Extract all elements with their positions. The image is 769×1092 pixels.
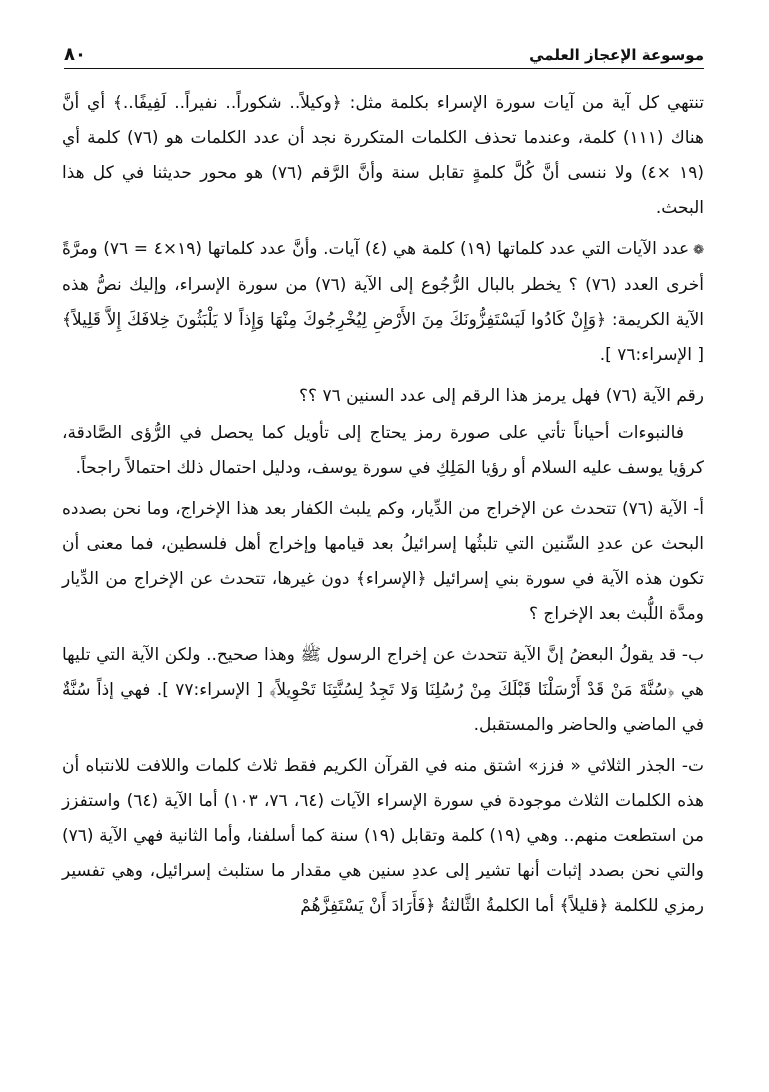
paragraph-question: رقم الآية (٧٦) فهل يرمز هذا الرقم إلى عدد السنين ٧٦ ؟؟ <box>299 386 704 406</box>
paragraph-point-b: ب- قد يقولُ البعضُ إنَّ الآية تتحدث عن إخراج الرسول ﷺ وهذا صحيح.. ولكن الآية التي تليها هي ﴿سُنَّةَ مَنْ قَدْ أَرْسَلْنَا قَبْلَكَ مِنْ رُسُلِنَا وَلا تَجِدُ لِسُنَّتِنَا تَحْوِيلاً﴾ [ الإسراء:٧٧ ]. فهي إذاً سُنَّةٌ في الماضي والحاضر والمستقبل. <box>62 645 705 735</box>
page-number: ٨٠ <box>64 44 86 65</box>
paragraph-point-a: أ- الآية (٧٦) تتحدث عن الإخراج من الدِّيار، وكم يلبث الكفار بعد هذا الإخراج، وما نحن بصدده البحث عن عددِ السِّنين التي تلبثُها إسرائيلُ بعد قيامها وإخراج أهل فلسطين، فما معنى أن تكون هذه الآية في سورة بني إسرائيل ﴿الإسراء﴾ دون غيرها، تتحدث عن الإخراج من الدِّيار ومدَّة اللُّبث بعد الإخراج ؟ <box>62 499 704 624</box>
header-rule <box>64 68 704 69</box>
diamond-bullet-icon: ❁ <box>693 243 705 258</box>
page-body <box>62 86 704 930</box>
paragraph-verse-count-text: عدد الآيات التي عدد كلماتها (١٩) كلمة هي (٤) آيات. وأنَّ عدد كلماتها (١٩×٤ = ٧٦) ومرَّةً أخرى العدد (٧٦) ؟ يخطر بالبال الرُّجُوع إلى الآية (٧٦) من سورة الإسراء، وإليك نصُّ هذه الآية الكريمة: ﴿وَإِنْ كَادُوا لَيَسْتَفِزُّونَكَ مِنَ الأَرْضِ لِيُخْرِجُوكَ مِنْهَا وَإِذاً لا يَلْبَثُونَ خِلافَكَ إِلاَّ قَلِيلاً﴾ [ الإسراء:٧٦ ]. <box>62 239 704 365</box>
paragraph-prophecy: فالنبوءات أحياناً تأتي على صورة رمز يحتاج إلى تأويل كما يحصل في الرُّؤى الصَّادقة، كرؤيا يوسف عليه السلام أو رؤيا المَلِكِ في سورة يوسف، ودليل احتمال ذلك احتمالاً راجحاً. <box>62 423 704 478</box>
page-header <box>64 44 704 70</box>
paragraph-intro: تنتهي كل آية من آيات سورة الإسراء بكلمة مثل: ﴿وكيلاً.. شكوراً.. نفيراً.. لَفِيفًا..﴾ أي أنَّ هناك (١١١) كلمة، وعندما تحذف الكلمات المتكررة نجد أن عدد الكلمات هو (٧٦) كلمة أي (١٩ ×٤) ولا ننسى أنَّ كُلَّ كلمةٍ تقابل سنة وأنَّ الرَّقم (٧٦) هو محور حديثنا في كل هذا البحث. <box>62 93 704 218</box>
paragraph-verse-count <box>62 232 704 373</box>
paragraph-point-t: ت- الجذر الثلاثي « فزز» اشتق منه في القرآن الكريم فقط ثلاث كلمات واللافت للانتباه أن هذه الكلمات الثلاث موجودة في سورة الإسراء الآيات (٦٤، ٧٦، ١٠٣) أما الآية (٦٤) واستفزز من استطعت منهم.. وهي (١٩) كلمة وتقابل (١٩) سنة كما أسلفنا، وأما الثانية فهي الآية (٧٦) والتي نحن بصدد إثبات أنها تشير إلى عددِ سنين هي مقدار ما ستلبث إسرائيل، وهي تفسير رمزي للكلمة ﴿قليلاً﴾ أما الكلمةُ الثَّالثةُ ﴿فَأَرَادَ أَنْ يَسْتَفِزَّهُمْ <box>62 756 704 916</box>
book-title: موسوعة الإعجاز العلمي <box>529 46 704 64</box>
